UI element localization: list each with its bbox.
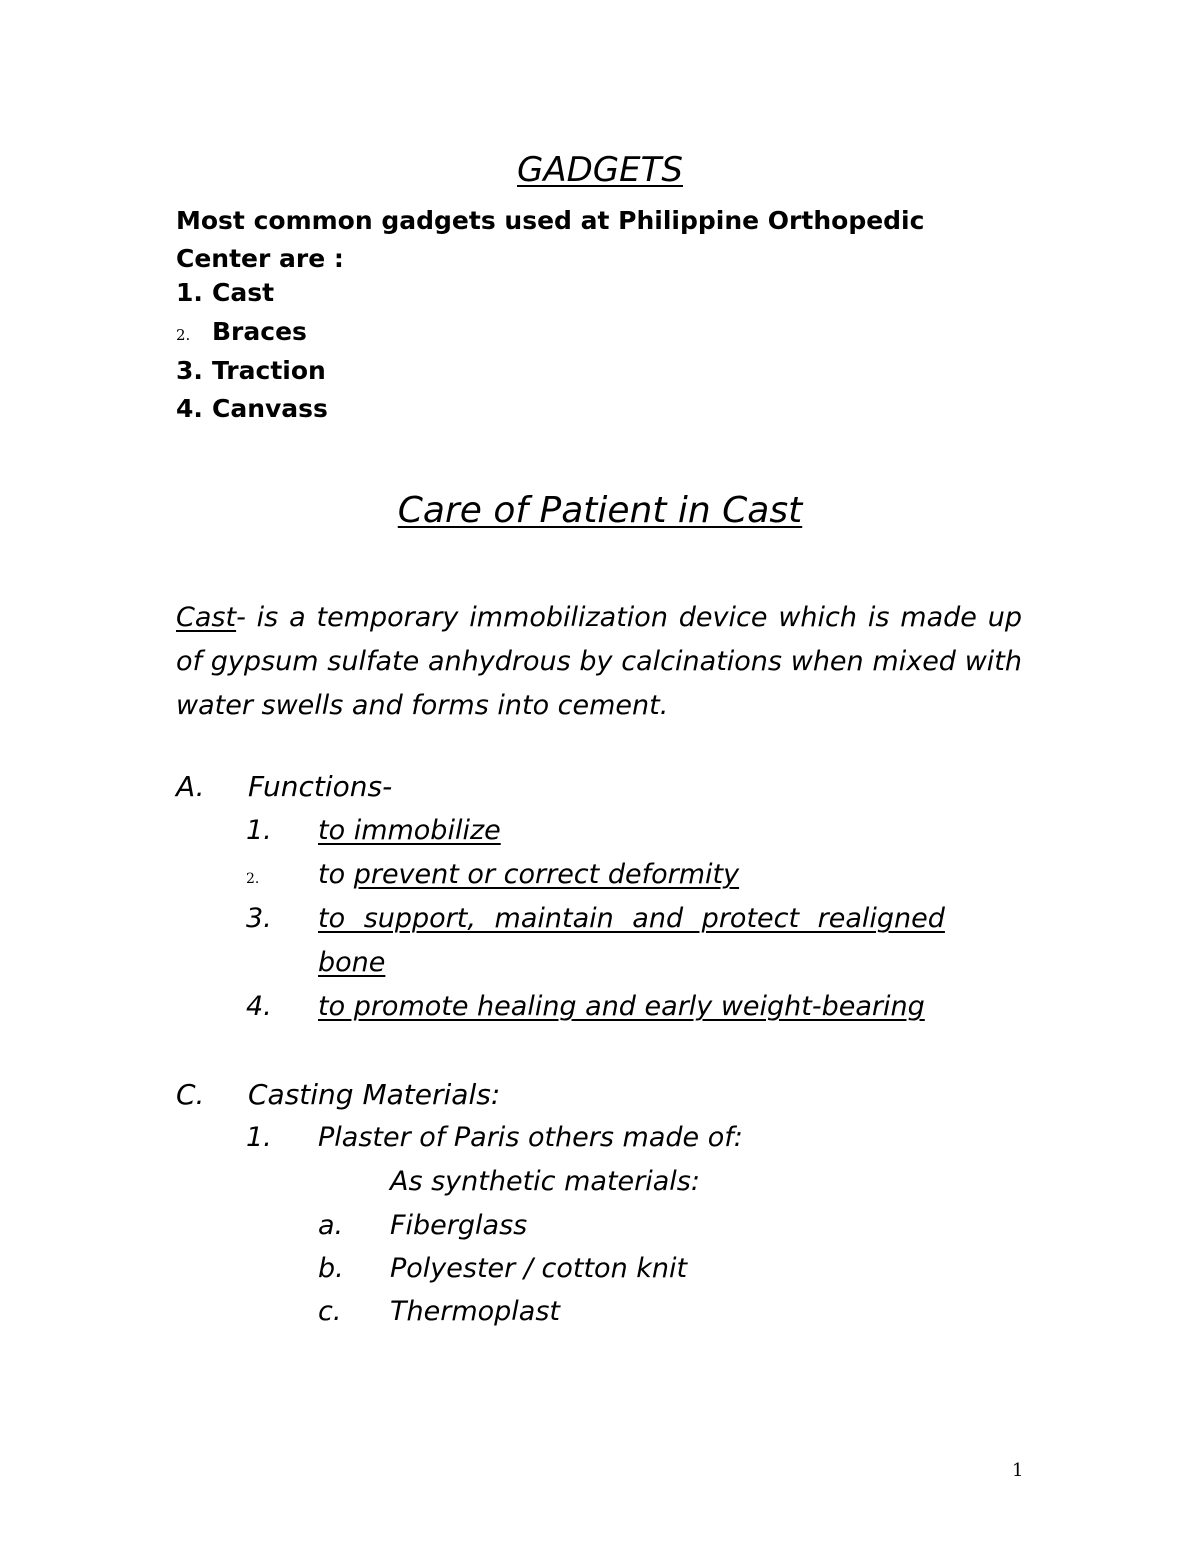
item-text: to support, maintain and protect realigned xyxy=(318,903,945,934)
item-text: to immobilize xyxy=(318,815,501,846)
function-item-continued xyxy=(246,947,385,978)
list-number: 3. xyxy=(176,356,203,385)
gadget-list-item xyxy=(176,278,274,307)
item-number: 3. xyxy=(246,903,272,934)
gadget-label: Braces xyxy=(212,317,307,346)
page-number: 1 xyxy=(1012,1460,1024,1481)
gadget-label: Traction xyxy=(212,356,326,385)
section-heading-label: Functions- xyxy=(248,770,393,803)
list-number: 2. xyxy=(176,326,191,344)
functions-heading xyxy=(176,770,392,803)
gadgets-title: GADGETS xyxy=(517,150,683,190)
definition-text: - is a temporary immobilization device which is made up of gypsum sulfate anhydrous by calcinations when mixed with water swells and forms into cement. xyxy=(176,602,1022,721)
synthetic-label: As synthetic materials: xyxy=(390,1166,700,1197)
cast-definition xyxy=(176,596,1022,728)
gadget-list-item xyxy=(176,317,307,346)
section-heading-label: Casting Materials: xyxy=(248,1078,501,1111)
item-number: 4. xyxy=(246,991,272,1022)
gadget-label: Cast xyxy=(212,278,275,307)
section-letter: C. xyxy=(176,1078,205,1111)
synthetic-item xyxy=(318,1253,687,1284)
gadget-list-item xyxy=(176,356,326,385)
item-text: bone xyxy=(318,947,386,978)
gadgets-intro: Most common gadgets used at Philippine Orthopedic Center are : xyxy=(176,206,925,273)
item-letter: b. xyxy=(318,1253,344,1284)
care-title: Care of Patient in Cast xyxy=(397,490,803,531)
gadget-label: Canvass xyxy=(212,394,328,423)
function-item xyxy=(246,903,945,934)
item-prefix: to xyxy=(318,859,354,890)
definition-term: Cast xyxy=(176,602,237,633)
list-number: 1. xyxy=(176,278,203,307)
list-number: 4. xyxy=(176,394,203,423)
item-number: 2. xyxy=(246,871,260,887)
item-number: 1. xyxy=(246,815,272,846)
item-text: Plaster of Paris others made of: xyxy=(318,1122,743,1153)
function-item xyxy=(246,991,925,1022)
item-text: to promote healing and early weight-bearing xyxy=(318,991,925,1022)
function-item xyxy=(246,859,739,890)
item-text: Polyester / cotton knit xyxy=(390,1253,688,1284)
item-number: 1. xyxy=(246,1122,272,1153)
item-text: prevent or correct deformity xyxy=(353,859,740,890)
item-letter: a. xyxy=(318,1210,344,1241)
gadget-list-item xyxy=(176,394,328,423)
material-item xyxy=(246,1122,743,1153)
section-letter: A. xyxy=(176,770,205,803)
synthetic-item xyxy=(318,1210,527,1241)
item-text: Fiberglass xyxy=(390,1210,528,1241)
item-letter: c. xyxy=(318,1296,342,1327)
materials-heading xyxy=(176,1078,500,1111)
item-text: Thermoplast xyxy=(390,1296,560,1327)
synthetic-item xyxy=(318,1296,560,1327)
function-item xyxy=(246,815,501,846)
